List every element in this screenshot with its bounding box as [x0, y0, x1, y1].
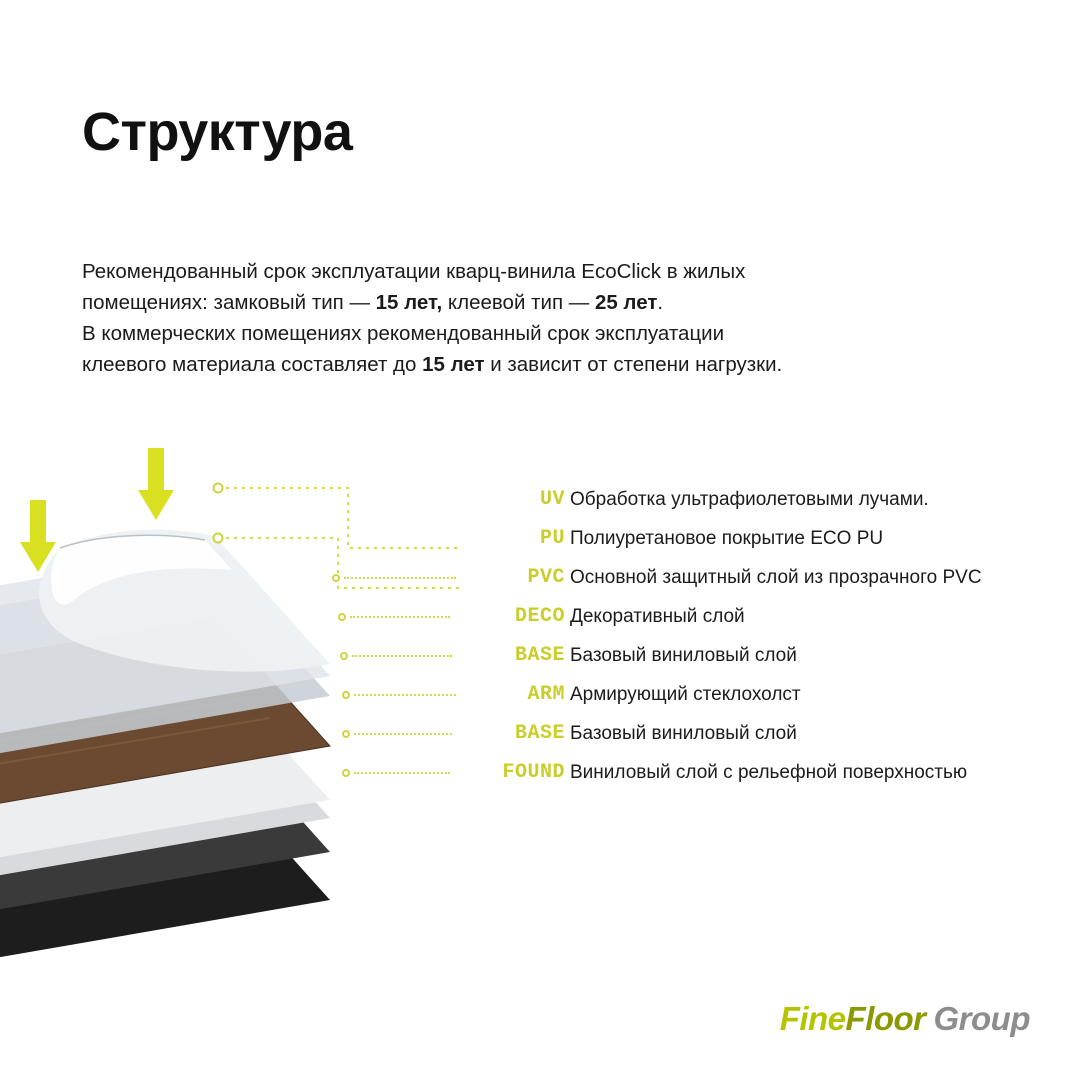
list-item: [210, 597, 1080, 636]
layer-code: ARM: [527, 683, 565, 706]
layer-callout-list: [210, 480, 1080, 792]
intro-highlight-25-years: 25 лет: [594, 291, 658, 314]
leader-line: [352, 655, 452, 657]
layer-code: BASE: [514, 644, 565, 667]
leader-line: [350, 616, 450, 618]
intro-text: клеевого материала составляет до: [82, 353, 423, 376]
leader-line: [344, 577, 456, 579]
intro-text: клеевой тип —: [442, 291, 595, 314]
list-item: [210, 636, 1080, 675]
intro-text: В коммерческих помещениях рекомендованный срок эксплуатации: [82, 322, 725, 345]
list-item: [210, 714, 1080, 753]
layer-code: DECO: [514, 605, 565, 628]
intro-paragraph: [82, 256, 1022, 380]
intro-line-4: [82, 349, 1022, 380]
leader-line: [354, 772, 450, 774]
layer-description: Базовый виниловый слой: [570, 722, 797, 744]
leader-dot: [338, 613, 346, 621]
layer-code: BASE: [514, 722, 565, 745]
intro-text: и зависит от степени нагрузки.: [484, 353, 783, 376]
layer-description: Виниловый слой с рельефной поверхностью: [570, 761, 968, 783]
leader-dot: [340, 652, 348, 660]
layer-code: UV: [539, 488, 565, 511]
leader-dot: [332, 574, 340, 582]
intro-text: .: [657, 291, 664, 314]
layer-description: Обработка ультрафиолетовыми лучами.: [570, 488, 929, 510]
leader-dot: [342, 691, 350, 699]
logo-floor: Floor: [845, 1000, 926, 1037]
layer-description: Полиуретановое покрытие ECO PU: [570, 527, 884, 549]
logo-group: Group: [933, 1000, 1030, 1037]
leader-dot: [342, 730, 350, 738]
intro-line-2: [82, 287, 1022, 318]
leader-line: [354, 733, 452, 735]
list-item: [210, 519, 1080, 558]
layer-description: Основной защитный слой из прозрачного PVC: [570, 566, 982, 588]
intro-highlight-15-years: 15 лет,: [375, 291, 443, 314]
brand-logo: [780, 1000, 1030, 1038]
logo-fine: Fine: [779, 1000, 846, 1037]
layer-code: PVC: [527, 566, 565, 589]
leader-dot: [342, 769, 350, 777]
leader-line: [354, 694, 456, 696]
intro-highlight-15-years-commercial: 15 лет: [422, 353, 485, 376]
intro-line-1: [82, 256, 1022, 287]
layer-description: Декоративный слой: [570, 605, 745, 627]
layer-code: FOUND: [502, 761, 565, 784]
list-item: [210, 558, 1080, 597]
intro-text: Рекомендованный срок эксплуатации кварц-винила EcoClick в жилых: [82, 260, 746, 283]
intro-line-3: [82, 318, 1022, 349]
list-item: [210, 480, 1080, 519]
layer-description: Армирующий стеклохолст: [570, 683, 801, 705]
list-item: [210, 675, 1080, 714]
list-item: [210, 753, 1080, 792]
layer-code: PU: [539, 527, 565, 550]
intro-text: помещениях: замковый тип —: [82, 291, 376, 314]
page-title: Структура: [82, 102, 353, 162]
layer-description: Базовый виниловый слой: [570, 644, 797, 666]
